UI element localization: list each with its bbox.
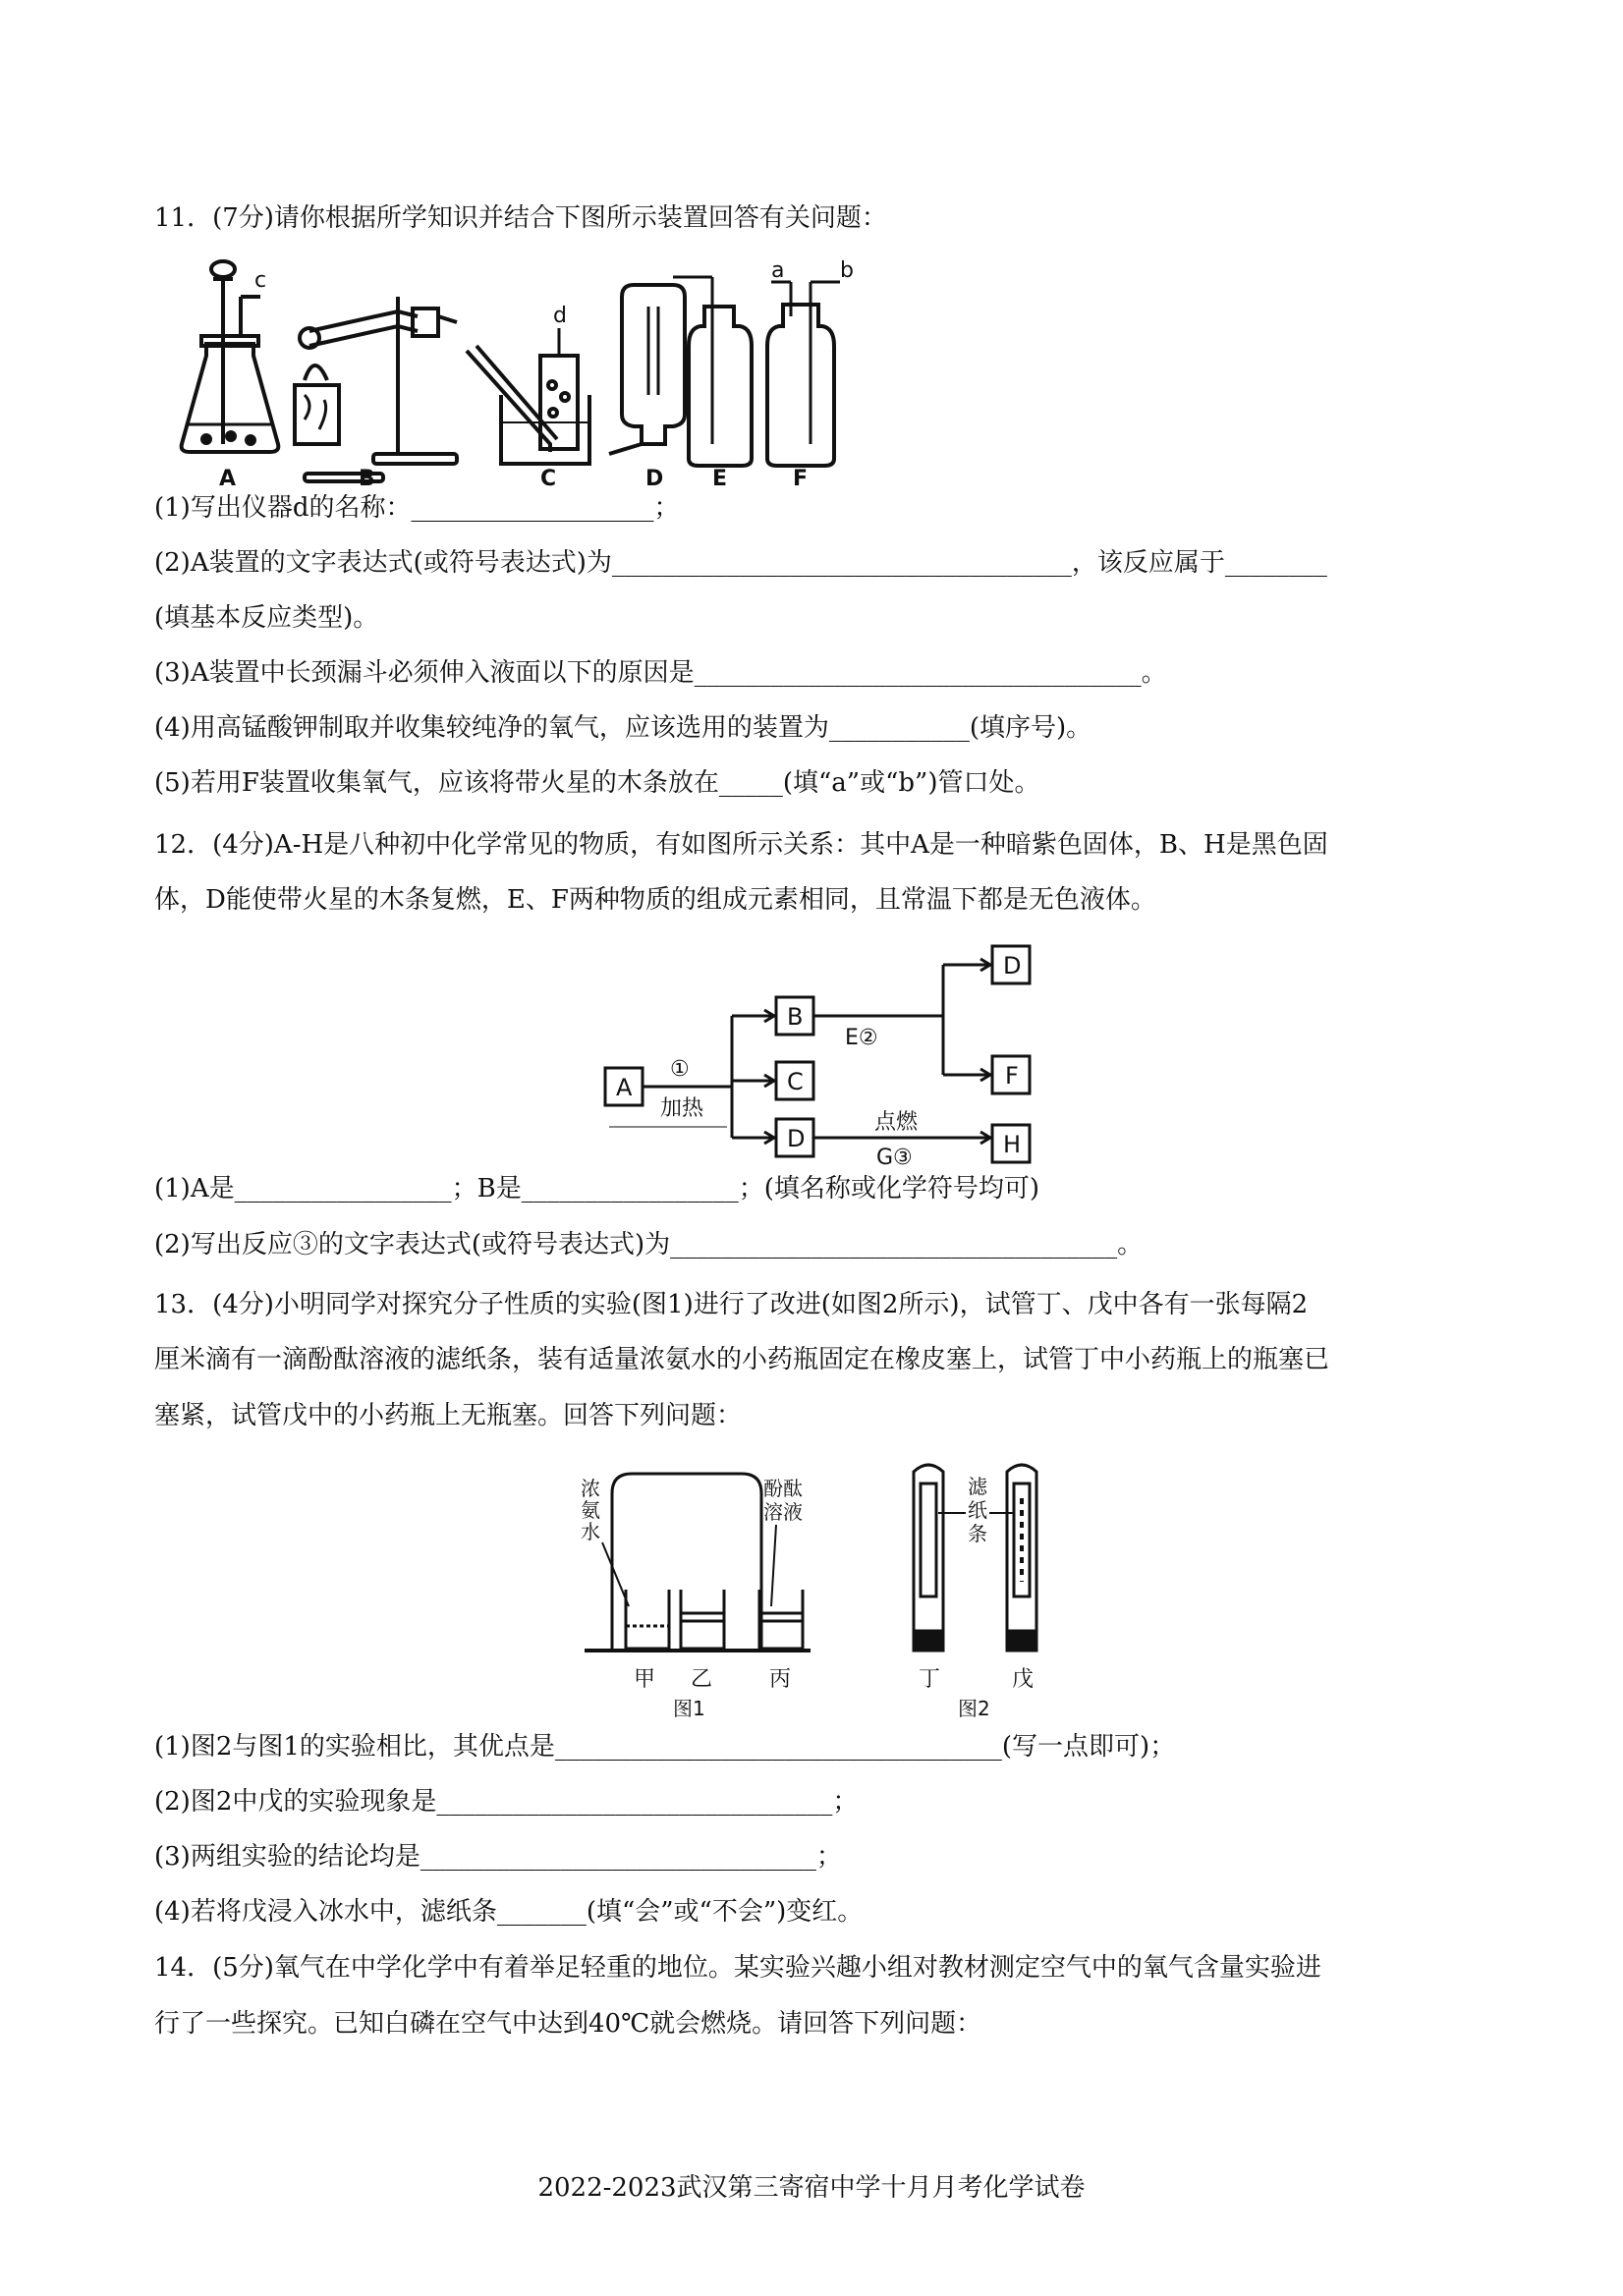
label-apparatus-c: C (540, 467, 557, 491)
box-d-label: D (787, 1125, 806, 1152)
label-d: d (553, 304, 567, 328)
beaker-yi: 乙 (691, 1667, 713, 1692)
fig1-caption: 图1 (673, 1697, 705, 1720)
q13-stem-line2: 厘米滴有一滴酚酞溶液的滤纸条，装有适量浓氨水的小药瓶固定在橡皮塞上，试管丁中小药瓶上的瓶塞已 (154, 1345, 1330, 1374)
apparatus-a (182, 261, 279, 452)
fig1-right-label-2: 溶液 (763, 1500, 803, 1524)
q11-sub5: (5)若用F装置收集氧气，应该将带火星的木条放在_____(填“a”或“b”)管口处。 (154, 768, 1040, 798)
q12-sub2: (2)写出反应③的文字表达式(或符号表达式)为___________________________________。 (154, 1230, 1144, 1260)
q13-sub4: (4)若将戊浸入冰水中，滤纸条_______(填“会”或“不会”)变红。 (154, 1897, 864, 1927)
arrow3-label-top: 点燃 (874, 1110, 919, 1135)
beaker-jia: 甲 (634, 1667, 656, 1692)
apparatus-f (767, 258, 854, 466)
box-d-top-label: D (1003, 952, 1022, 980)
figure-2 (914, 1465, 1036, 1720)
apparatus-c (467, 304, 589, 464)
q14-stem-line1: 14．(5分)氧气在中学化学中有着举足轻重的地位。某实验兴趣小组对教材测定空气中的氧气含量实验进 (154, 1953, 1321, 1983)
label-apparatus-a: A (219, 467, 237, 491)
fig2-label-3: 条 (968, 1522, 987, 1545)
q14-stem-line2: 行了一些探究。已知白磷在空气中达到40℃就会燃烧。请回答下列问题： (154, 2009, 982, 2039)
figure-1 (581, 1474, 811, 1720)
arrow1-label-bottom: 加热 (660, 1096, 704, 1121)
q13-experiment-figures (575, 1454, 1086, 1729)
label-apparatus-d: D (645, 467, 664, 491)
arrow2-label: E② (845, 1026, 878, 1050)
label-b: b (840, 258, 854, 283)
q13-stem-line1: 13．(4分)小明同学对探究分子性质的实验(图1)进行了改进(如图2所示)，试管丁、戊中各有一张每隔2 (154, 1290, 1309, 1319)
arrow3-label-bottom: G③ (876, 1146, 913, 1170)
q12-sub1: (1)A是_________________；B是_________________；(填名称或化学符号均可) (154, 1174, 1039, 1204)
apparatus-b (295, 297, 457, 481)
q11-sub2-line2: (填基本反应类型)。 (154, 603, 379, 633)
q11-stem: 11．(7分)请你根据所学知识并结合下图所示装置回答有关问题： (154, 203, 887, 233)
q12-relation-diagram (599, 938, 1041, 1174)
q13-sub3: (3)两组实验的结论均是_______________________________； (154, 1842, 842, 1872)
tube-wu: 戊 (1012, 1667, 1035, 1692)
box-a-label: A (616, 1074, 633, 1101)
q11-sub3: (3)A装置中长颈漏斗必须伸入液面以下的原因是___________________________________。 (154, 658, 1167, 688)
fig1-left-label-1: 浓 (581, 1477, 600, 1500)
box-h-label: H (1003, 1131, 1022, 1158)
label-a: a (771, 258, 785, 283)
label-c: c (254, 268, 267, 293)
box-c-label: C (787, 1068, 804, 1095)
label-apparatus-e: E (712, 467, 728, 491)
fig2-label-1: 滤 (968, 1475, 987, 1498)
fig1-left-label-2: 氨 (581, 1498, 600, 1522)
q11-sub2-line1: (2)A装置的文字表达式(或符号表达式)为____________________________________，该反应属于________ (154, 548, 1327, 578)
fig2-caption: 图2 (958, 1697, 990, 1720)
arrow1-label-top: ① (670, 1057, 690, 1082)
q13-sub1: (1)图2与图1的实验相比，其优点是___________________________________(写一点即可)； (154, 1732, 1176, 1762)
page-footer: 2022-2023武汉第三寄宿中学十月月考化学试卷 (537, 2173, 1086, 2203)
fig1-right-label-1: 酚酞 (763, 1477, 803, 1500)
fig1-left-label-3: 水 (581, 1520, 600, 1543)
q12-stem-line2: 体，D能使带火星的木条复燃，E、F两种物质的组成元素相同，且常温下都是无色液体。 (154, 885, 1156, 915)
q11-sub1: (1)写出仪器d的名称：___________________； (154, 493, 680, 523)
q11-apparatus-figure (162, 257, 997, 493)
apparatus-d (609, 285, 685, 454)
box-f-label: F (1005, 1062, 1019, 1090)
label-apparatus-b: B (359, 467, 375, 491)
label-apparatus-f: F (793, 467, 809, 491)
beaker-bing: 丙 (769, 1667, 792, 1692)
tube-ding: 丁 (919, 1667, 941, 1692)
fig2-label-2: 纸 (968, 1498, 987, 1522)
q12-stem-line1: 12．(4分)A-H是八种初中化学常见的物质，有如图所示关系：其中A是一种暗紫色固体，B、H是黑色固 (154, 830, 1328, 860)
q11-sub4: (4)用高锰酸钾制取并收集较纯净的氧气，应该选用的装置为___________(填序号)。 (154, 713, 1092, 743)
box-b-label: B (787, 1003, 804, 1031)
q13-sub2: (2)图2中戊的实验现象是_______________________________； (154, 1787, 859, 1817)
q13-stem-line3: 塞紧，试管戊中的小药瓶上无瓶塞。回答下列问题： (154, 1401, 743, 1430)
